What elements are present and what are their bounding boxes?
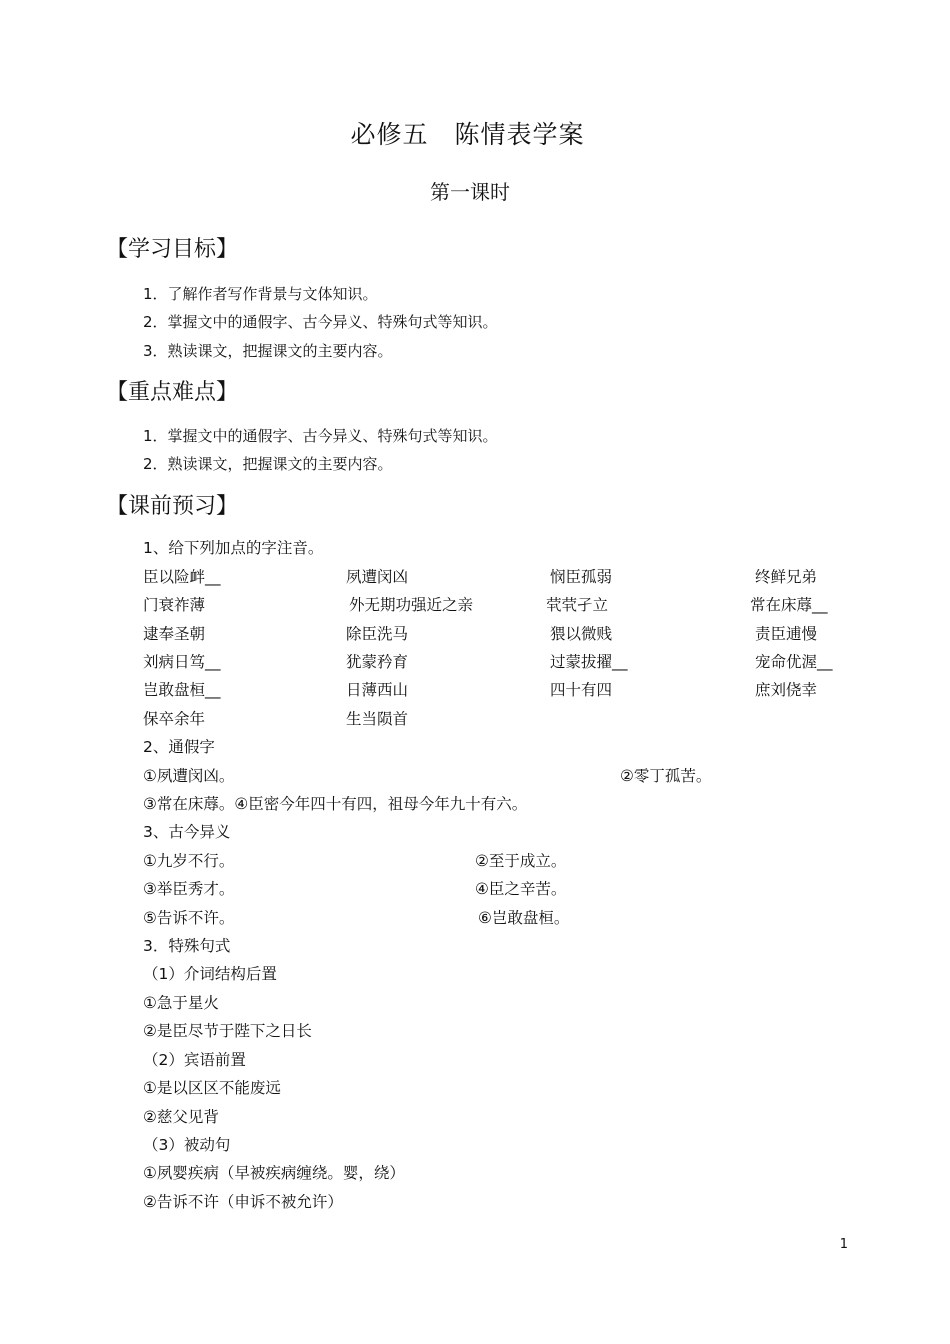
tongjia-item: ①夙遭闵凶。 (143, 767, 235, 785)
pinyin-item: 终鲜兄弟 (755, 568, 818, 586)
gujin-item: ⑤告诉不许。 (143, 909, 235, 927)
special-title: 3．特殊句式 (143, 937, 231, 955)
pinyin-item: 过蒙拔擢__ (550, 653, 628, 671)
gujin-title: 3、古今异义 (143, 823, 231, 841)
pinyin-item: 犹蒙矜育 (346, 653, 409, 671)
pinyin-task-title: 1、给下列加点的字注音。 (143, 539, 324, 557)
gujin-item: ⑥岂敢盘桓。 (478, 909, 570, 927)
special-line: ①急于星火 (143, 994, 219, 1012)
special-line: ①夙婴疾病（早被疾病缠绕。婴，绕） (143, 1164, 405, 1182)
tongjia-title: 2、通假字 (143, 738, 215, 756)
pinyin-item: 外无期功强近之亲 (349, 596, 474, 614)
gujin-item: ①九岁不行。 (143, 852, 235, 870)
tongjia-item: ③常在床蓐。④臣密今年四十有四，祖母今年九十有六。 (143, 795, 528, 813)
pinyin-item: 门衰祚薄 (143, 596, 206, 614)
pinyin-item: 除臣洗马 (346, 625, 409, 643)
section-heading-goals: 【学习目标】 (106, 237, 239, 262)
key-point-item: 1．掌握文中的通假字、古今异义、特殊句式等知识。 (143, 427, 498, 445)
pinyin-item: 逮奉圣朝 (143, 625, 206, 643)
special-line: （1）介词结构后置 (143, 965, 277, 983)
section-heading-key-points: 【重点难点】 (106, 380, 239, 405)
tongjia-item: ②零丁孤苦。 (620, 767, 712, 785)
goal-item: 3．熟读课文，把握课文的主要内容。 (143, 342, 393, 360)
pinyin-item: 常在床蓐__ (750, 596, 828, 614)
special-line: ②告诉不许（申诉不被允许） (143, 1193, 343, 1211)
pinyin-item: 岂敢盘桓__ (143, 681, 221, 699)
pinyin-item: 日薄西山 (346, 681, 409, 699)
gujin-item: ④臣之辛苦。 (475, 880, 567, 898)
pinyin-item: 夙遭闵凶 (346, 568, 409, 586)
special-line: ①是以区区不能废远 (143, 1079, 281, 1097)
special-line: ②慈父见背 (143, 1108, 219, 1126)
page-subtitle: 第一课时 (430, 180, 510, 204)
pinyin-item: 生当陨首 (346, 710, 409, 728)
pinyin-item: 宠命优渥__ (755, 653, 833, 671)
pinyin-item: 猥以微贱 (550, 625, 613, 643)
pinyin-item: 刘病日笃__ (143, 653, 221, 671)
special-line: （3）被动句 (143, 1136, 231, 1154)
gujin-item: ②至于成立。 (475, 852, 567, 870)
pinyin-item: 臣以险衅__ (143, 568, 221, 586)
gujin-item: ③举臣秀才。 (143, 880, 235, 898)
goal-item: 1．了解作者写作背景与文体知识。 (143, 285, 378, 303)
pinyin-item: 四十有四 (550, 681, 613, 699)
pinyin-item: 茕茕孑立 (546, 596, 609, 614)
pinyin-item: 保卒余年 (143, 710, 206, 728)
page-title: 必修五 陈情表学案 (350, 120, 585, 149)
special-line: （2）宾语前置 (143, 1051, 246, 1069)
page-number: 1 (839, 1237, 848, 1252)
key-point-item: 2．熟读课文，把握课文的主要内容。 (143, 455, 393, 473)
goal-item: 2．掌握文中的通假字、古今异义、特殊句式等知识。 (143, 313, 498, 331)
special-line: ②是臣尽节于陛下之日长 (143, 1022, 312, 1040)
section-heading-preview: 【课前预习】 (106, 494, 239, 519)
pinyin-item: 悯臣孤弱 (550, 568, 613, 586)
pinyin-item: 庶刘侥幸 (755, 681, 818, 699)
pinyin-item: 责臣逋慢 (755, 625, 818, 643)
